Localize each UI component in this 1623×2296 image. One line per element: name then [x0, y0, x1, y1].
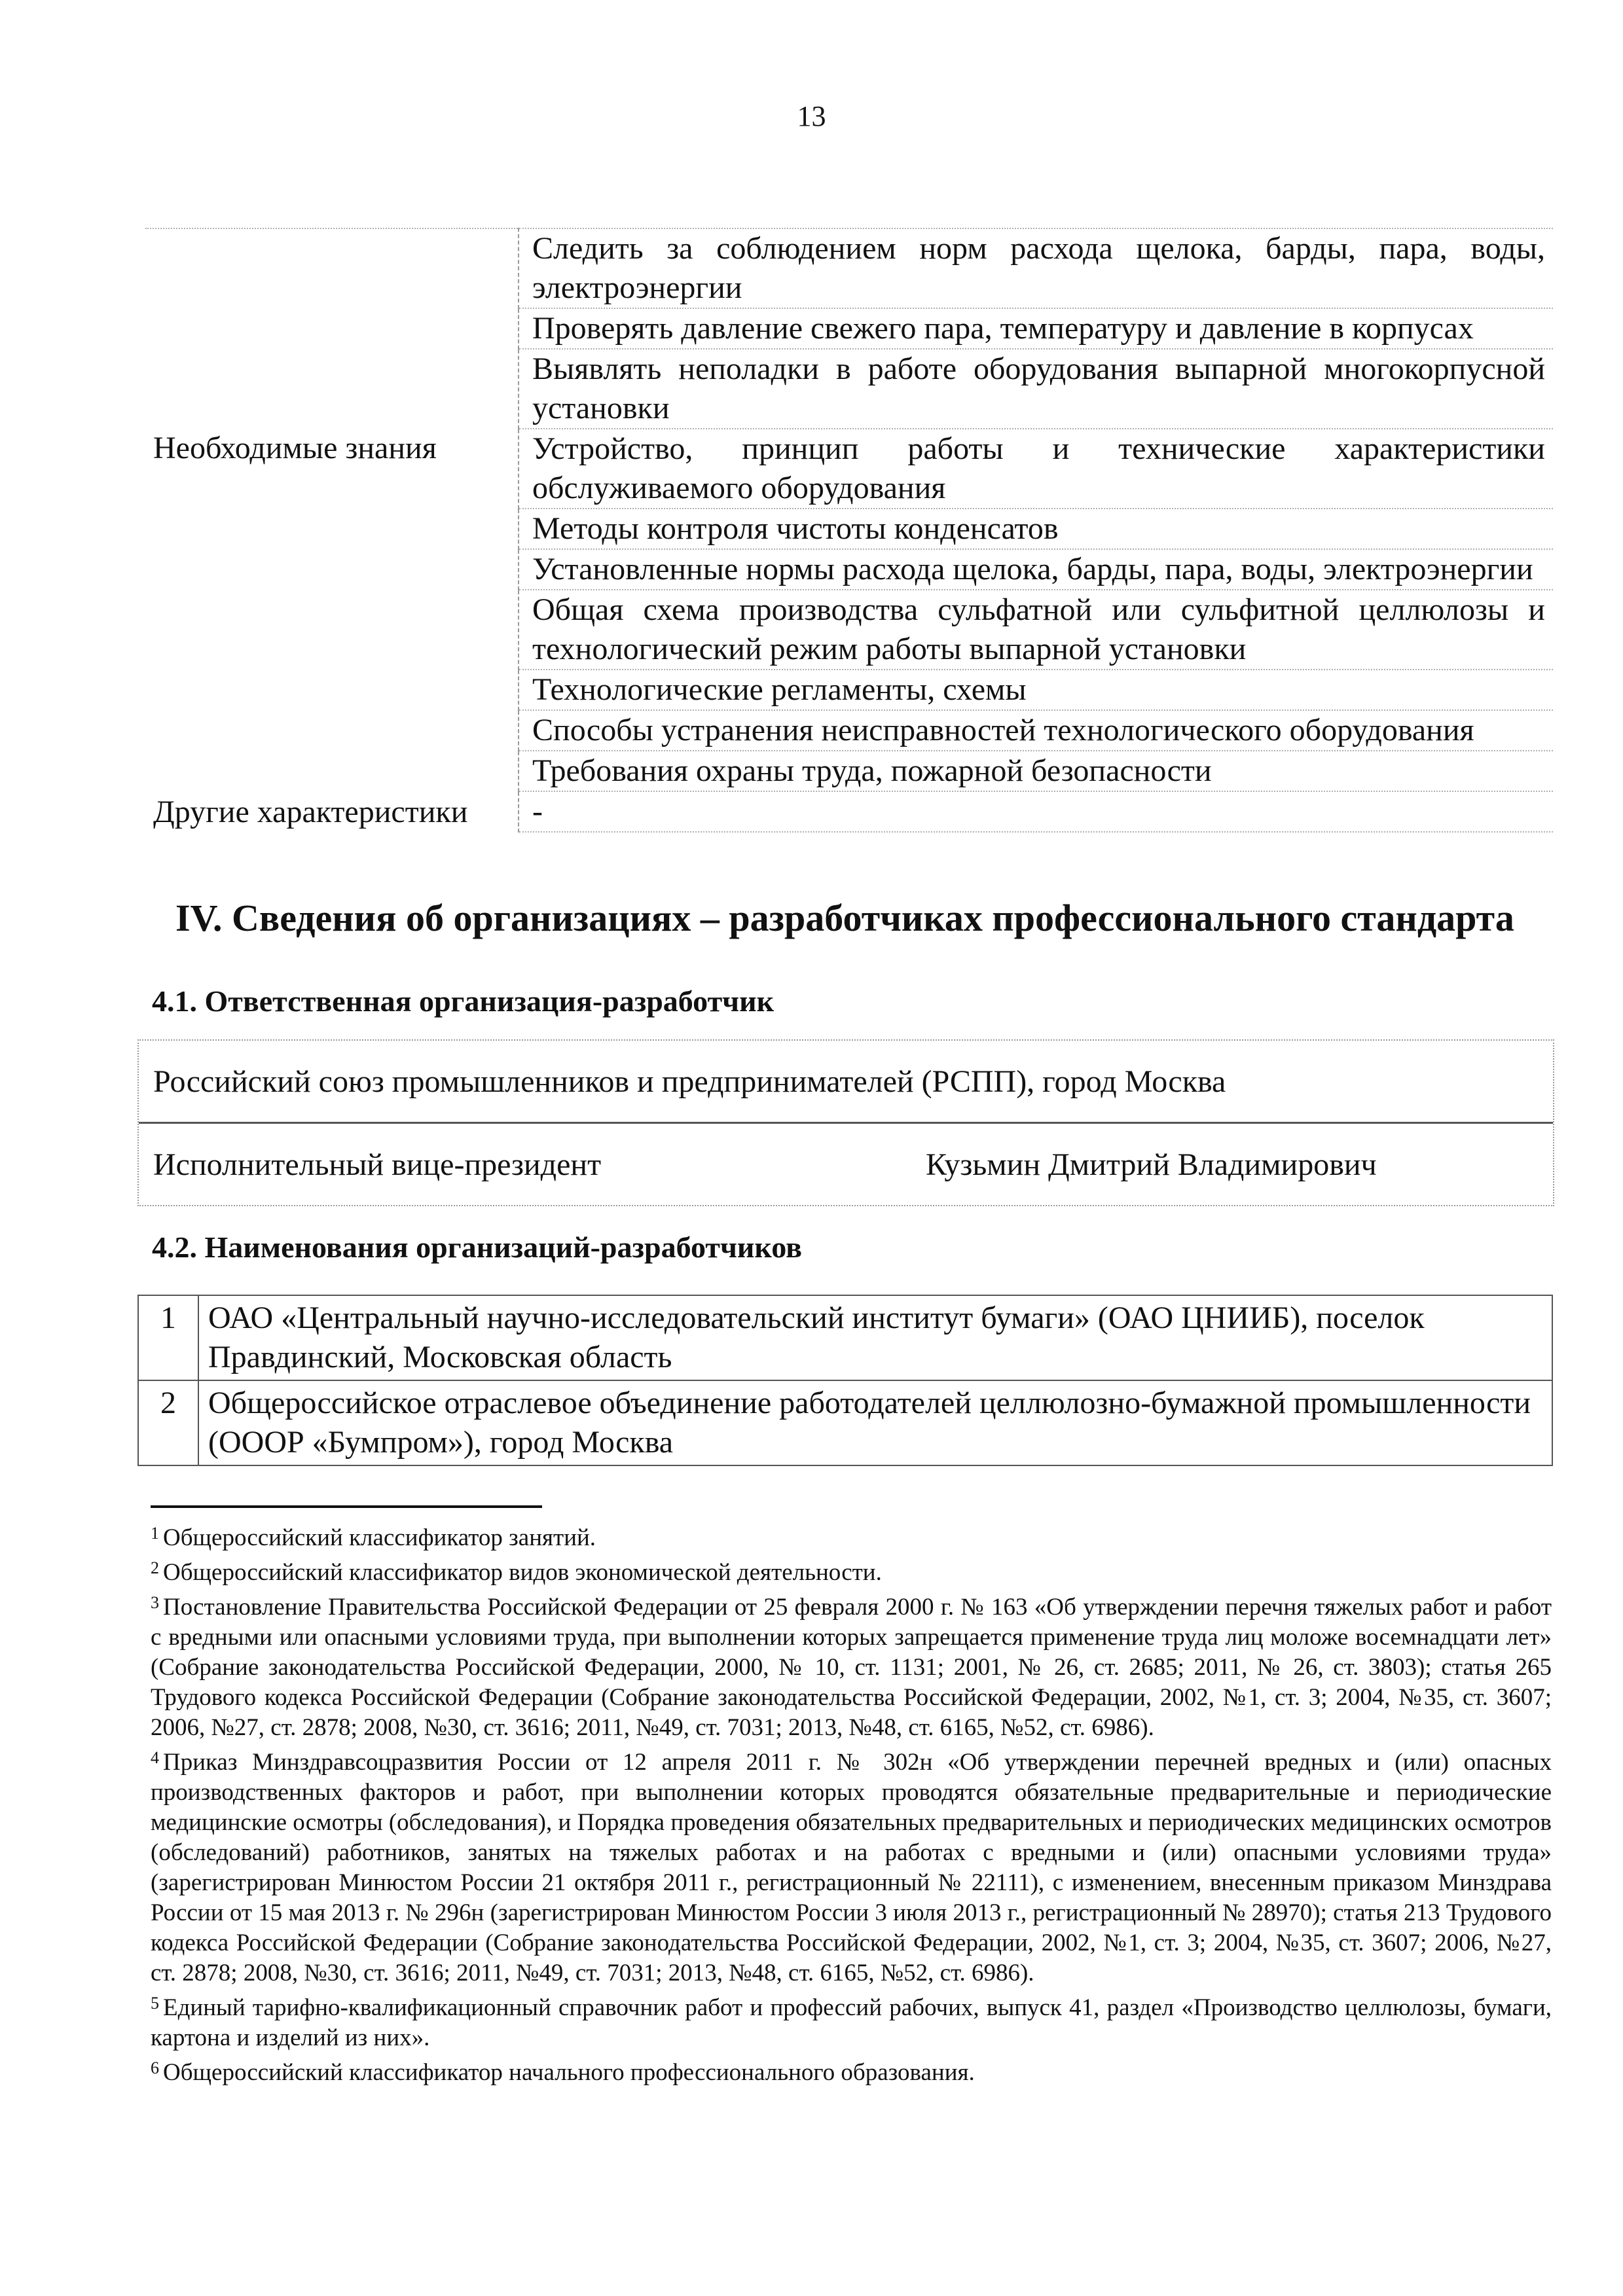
knowledge-table — [145, 228, 1553, 833]
footnote-mark: 3 — [151, 1593, 159, 1612]
table-row — [145, 509, 1553, 549]
row-label — [145, 590, 519, 670]
footnote — [151, 1588, 1552, 1743]
footnote — [151, 2053, 1552, 2088]
table-row — [145, 228, 1553, 308]
row-label-other-characteristics: Другие характеристики — [145, 791, 519, 832]
row-label — [145, 509, 519, 549]
footnote-mark: 1 — [151, 1524, 159, 1543]
table-row — [138, 1295, 1552, 1380]
developer-number: 2 — [138, 1380, 198, 1465]
table-row — [145, 670, 1553, 710]
footnotes — [151, 1518, 1552, 2088]
developers-table — [137, 1295, 1553, 1466]
table-row — [138, 1380, 1552, 1465]
responsible-org-name-row — [139, 1041, 1553, 1122]
footnote-separator — [151, 1505, 542, 1508]
footnote — [151, 1518, 1552, 1553]
footnote — [151, 1988, 1552, 2053]
row-label — [145, 549, 519, 590]
developer-number: 1 — [138, 1295, 198, 1380]
row-label — [145, 228, 519, 308]
developers-heading: 4.2. Наименования организаций-разработчиков — [152, 1230, 802, 1264]
developer-name: Общероссийское отраслевое объединение работодателей целлюлозно-бумажной промышленности (ОООР «Бумпром»), город Москва — [198, 1380, 1552, 1465]
footnote-text: Общероссийский классификатор начального профессионального образования. — [163, 2059, 975, 2086]
row-value: - — [519, 791, 1553, 832]
table-row — [145, 308, 1553, 349]
responsible-org-name: Российский союз промышленников и предпринимателей (РСПП), город Москва — [153, 1064, 1226, 1099]
responsible-org-box — [137, 1039, 1554, 1206]
row-value: Общая схема производства сульфатной или сульфитной целлюлозы и технологический режим работы выпарной установки — [519, 590, 1553, 670]
table-row — [145, 710, 1553, 751]
row-value: Технологические регламенты, схемы — [519, 670, 1553, 710]
table-row — [145, 751, 1553, 791]
row-value: Требования охраны труда, пожарной безопасности — [519, 751, 1553, 791]
row-label — [145, 670, 519, 710]
footnote-mark: 5 — [151, 1994, 159, 2013]
row-label — [145, 751, 519, 791]
row-value: Устройство, принцип работы и технические характеристики обслуживаемого оборудования — [519, 429, 1553, 509]
section-heading: IV. Сведения об организациях – разработчиках профессионального стандарта — [175, 897, 1514, 939]
responsible-org-heading: 4.1. Ответственная организация-разработчик — [152, 984, 775, 1018]
footnote — [151, 1553, 1552, 1588]
table-row — [145, 549, 1553, 590]
page-number: 13 — [797, 100, 826, 132]
developer-name: ОАО «Центральный научно-исследовательский институт бумаги» (ОАО ЦНИИБ), поселок Правдинский, Московская область — [198, 1295, 1552, 1380]
row-value: Установленные нормы расхода щелока, барды, пара, воды, электроэнергии — [519, 549, 1553, 590]
footnote-text: Постановление Правительства Российской Федерации от 25 февраля 2000 г. № 163 «Об утверждении перечня тяжелых работ и работ с вредными или опасными условиями труда, при выполнении которых запрещается применение труда лиц моложе восемнадцати лет» (Собрание законодательства Российской Федерации, 2000, № 10, ст. 1131; 2001, № 26, ст. 2685; 2011, № 26, ст. 3803); статья 265 Трудового кодекса Российской Федерации (Собрание законодательства Российской Федерации, 2002, №1, ст. 3; 2004, №35, ст. 3607; 2006, №27, ст. 2878; 2008, №30, ст. 3616; 2011, №49, ст. 7031; 2013, №48, ст. 6165, №52, ст. 6986). — [151, 1594, 1552, 1741]
row-value: Способы устранения неисправностей технологического оборудования — [519, 710, 1553, 751]
row-label — [145, 710, 519, 751]
row-value: Следить за соблюдением норм расхода щелока, барды, пара, воды, электроэнергии — [519, 228, 1553, 308]
row-label — [145, 349, 519, 429]
row-value: Проверять давление свежего пара, температуру и давление в корпусах — [519, 308, 1553, 349]
footnote-mark: 2 — [151, 1558, 159, 1577]
table-row — [145, 791, 1553, 832]
footnote — [151, 1743, 1552, 1988]
footnote-text: Общероссийский классификатор занятий. — [163, 1524, 596, 1551]
row-label-required-knowledge: Необходимые знания — [145, 429, 519, 509]
responsible-org-signatory-row — [139, 1122, 1553, 1205]
signatory-name: Кузьмин Дмитрий Владимирович — [926, 1147, 1377, 1182]
footnote-text: Общероссийский классификатор видов экономической деятельности. — [163, 1559, 882, 1586]
footnote-mark: 6 — [151, 2058, 159, 2077]
row-value: Методы контроля чистоты конденсатов — [519, 509, 1553, 549]
footnote-text: Приказ Минздравсоцразвития России от 12 апреля 2011 г. № 302н «Об утверждении перечней вредных и (или) опасных производственных факторов и работ, при выполнении которых проводятся обязательные предварительные и периодические медицинские осмотры (обследования), и Порядка проведения обязательных предварительных и периодических медицинских осмотров (обследований) работников, занятых на тяжелых работах и на работах с вредными и (или) опасными условиями труда» (зарегистрирован Минюстом России 21 октября 2011 г., регистрационный № 22111), с изменением, внесенным приказом Минздрава России от 15 мая 2013 г. № 296н (зарегистрирован Минюстом России 3 июля 2013 г., регистрационный № 28970); статья 213 Трудового кодекса Российской Федерации (Собрание законодательства Российской Федерации, 2002, №1, ст. 3; 2004, №35, ст. 3607; 2006, №27, ст. 2878; 2008, №30, ст. 3616; 2011, №49, ст. 7031; 2013, №48, ст. 6165, №52, ст. 6986). — [151, 1749, 1552, 1986]
row-label — [145, 308, 519, 349]
footnote-mark: 4 — [151, 1748, 159, 1767]
row-value: Выявлять неполадки в работе оборудования выпарной многокорпусной установки — [519, 349, 1553, 429]
table-row — [145, 590, 1553, 670]
table-row — [145, 349, 1553, 429]
footnote-text: Единый тарифно-квалификационный справочник работ и профессий рабочих, выпуск 41, раздел «Производство целлюлозы, бумаги, картона и изделий из них». — [151, 1994, 1552, 2051]
table-row — [145, 429, 1553, 509]
signatory-position: Исполнительный вице-президент — [153, 1147, 602, 1182]
